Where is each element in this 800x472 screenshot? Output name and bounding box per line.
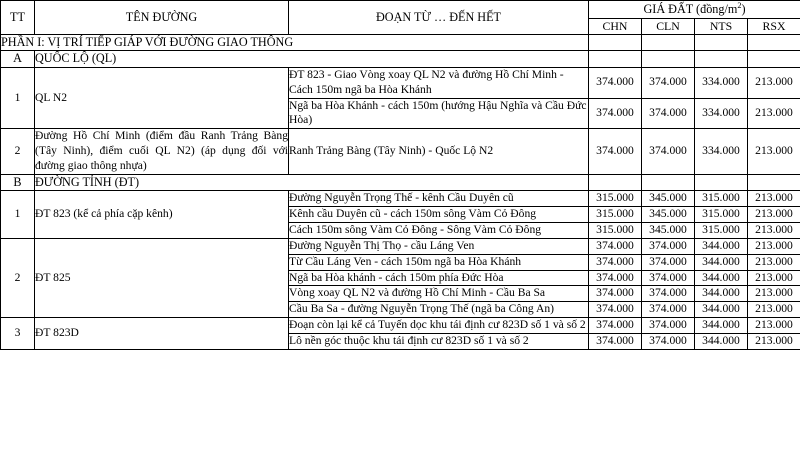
table-header [1,1,800,35]
part-banner-price-blank [642,34,695,51]
price-rsx: 213.000 [748,191,800,207]
table-row [1,129,800,174]
price-nts: 315.000 [695,207,748,223]
section-price-blank [642,174,695,191]
price-cln: 374.000 [642,238,695,254]
price-cln: 345.000 [642,207,695,223]
column-header-road-name: TÊN ĐƯỜNG [35,1,289,35]
price-nts: 344.000 [695,333,748,349]
price-nts: 344.000 [695,270,748,286]
price-group-exponent: 2 [737,1,742,10]
price-nts: 344.000 [695,318,748,334]
price-nts: 334.000 [695,67,748,98]
price-nts: 344.000 [695,302,748,318]
column-header-nts: NTS [695,18,748,34]
price-nts: 344.000 [695,238,748,254]
row-index: 3 [1,318,35,350]
price-nts: 334.000 [695,98,748,129]
segment-description: Cách 150m sông Vàm Cỏ Đông - Sông Vàm Cỏ Đông [289,223,589,239]
price-nts: 344.000 [695,254,748,270]
price-chn: 374.000 [589,67,642,98]
price-nts: 334.000 [695,129,748,174]
segment-description: Ngã ba Hòa khánh - cách 150m phía Đức Hòa [289,270,589,286]
segment-description: Lô nền góc thuộc khu tái định cư 823D số 1 và số 2 [289,333,589,349]
table-row [1,67,800,98]
price-chn: 374.000 [589,129,642,174]
section-price-blank [589,174,642,191]
segment-description: Đường Nguyễn Trọng Thế - kênh Cầu Duyên cũ [289,191,589,207]
part-banner-price-blank [748,34,800,51]
price-rsx: 213.000 [748,207,800,223]
price-cln: 374.000 [642,318,695,334]
price-nts: 315.000 [695,223,748,239]
price-rsx: 213.000 [748,333,800,349]
price-chn: 374.000 [589,318,642,334]
section-price-blank [748,174,800,191]
price-chn: 374.000 [589,98,642,129]
section-price-blank [748,51,800,68]
column-header-cln: CLN [642,18,695,34]
part-banner-row [1,34,800,51]
column-header-chn: CHN [589,18,642,34]
price-cln: 345.000 [642,191,695,207]
price-chn: 374.000 [589,254,642,270]
price-cln: 374.000 [642,302,695,318]
segment-description: ĐT 823 - Giao Vòng xoay QL N2 và đường Hồ Chí Minh - Cách 150m ngã ba Hòa Khánh [289,67,589,98]
road-name: ĐT 823D [35,318,289,350]
price-chn: 374.000 [589,286,642,302]
row-index: 2 [1,238,35,317]
price-rsx: 213.000 [748,254,800,270]
column-header-price-group [589,1,800,19]
row-index: 1 [1,191,35,238]
price-cln: 374.000 [642,270,695,286]
price-cln: 374.000 [642,333,695,349]
price-rsx: 213.000 [748,238,800,254]
section-price-blank [642,51,695,68]
price-chn: 374.000 [589,302,642,318]
part-banner-price-blank [695,34,748,51]
section-letter: B [1,174,35,191]
segment-description: Đường Nguyễn Thị Thọ - cầu Láng Ven [289,238,589,254]
header-row-top [1,1,800,19]
price-cln: 374.000 [642,254,695,270]
segment-description: Từ Cầu Láng Ven - cách 150m ngã ba Hòa Khánh [289,254,589,270]
price-rsx: 213.000 [748,270,800,286]
segment-description: Ranh Trảng Bàng (Tây Ninh) - Quốc Lộ N2 [289,129,589,174]
table-row [1,238,800,254]
price-group-suffix: ) [741,2,746,17]
section-letter: A [1,51,35,68]
table-body [1,34,800,349]
price-chn: 315.000 [589,223,642,239]
price-nts: 344.000 [695,286,748,302]
road-name: Đường Hồ Chí Minh (điểm đầu Ranh Trảng Bàng (Tây Ninh), điểm cuối QL N2) (áp dụng đối với đường giao thông nhựa) [35,129,289,174]
price-cln: 345.000 [642,223,695,239]
price-rsx: 213.000 [748,129,800,174]
price-chn: 374.000 [589,238,642,254]
table-row [1,191,800,207]
price-chn: 315.000 [589,207,642,223]
price-rsx: 213.000 [748,67,800,98]
column-header-segment: ĐOẠN TỪ … ĐẾN HẾT [289,1,589,35]
road-name: ĐT 823 (kể cả phía cặp kênh) [35,191,289,238]
column-header-tt: TT [1,1,35,35]
part-banner-price-blank [589,34,642,51]
segment-description: Ngã ba Hòa Khánh - cách 150m (hướng Hậu Nghĩa và Cầu Đức Hòa) [289,98,589,129]
section-label: QUỐC LỘ (QL) [35,51,589,68]
segment-description: Đoạn còn lại kể cả Tuyến dọc khu tái định cư 823D số 1 và số 2 [289,318,589,334]
price-rsx: 213.000 [748,223,800,239]
price-cln: 374.000 [642,286,695,302]
row-index: 1 [1,67,35,128]
price-rsx: 213.000 [748,98,800,129]
price-cln: 374.000 [642,129,695,174]
section-header-row [1,174,800,191]
row-index: 2 [1,129,35,174]
segment-description: Cầu Ba Sa - đường Nguyễn Trọng Thế (ngã ba Công An) [289,302,589,318]
section-label: ĐƯỜNG TỈNH (ĐT) [35,174,589,191]
road-name: QL N2 [35,67,289,128]
price-nts: 315.000 [695,191,748,207]
price-cln: 374.000 [642,67,695,98]
section-header-row [1,51,800,68]
section-price-blank [695,174,748,191]
section-price-blank [695,51,748,68]
price-rsx: 213.000 [748,286,800,302]
road-name: ĐT 825 [35,238,289,317]
column-header-rsx: RSX [748,18,800,34]
table-row [1,318,800,334]
segment-description: Kênh cầu Duyên cũ - cách 150m sông Vàm Cỏ Đông [289,207,589,223]
price-group-text: GIÁ ĐẤT (đồng/m [643,2,738,17]
price-chn: 374.000 [589,333,642,349]
part-banner-label: PHẦN I: VỊ TRÍ TIẾP GIÁP VỚI ĐƯỜNG GIAO THÔNG [1,34,589,51]
price-rsx: 213.000 [748,302,800,318]
price-chn: 315.000 [589,191,642,207]
price-chn: 374.000 [589,270,642,286]
segment-description: Vòng xoay QL N2 và đường Hồ Chí Minh - Cầu Ba Sa [289,286,589,302]
price-cln: 374.000 [642,98,695,129]
price-rsx: 213.000 [748,318,800,334]
section-price-blank [589,51,642,68]
